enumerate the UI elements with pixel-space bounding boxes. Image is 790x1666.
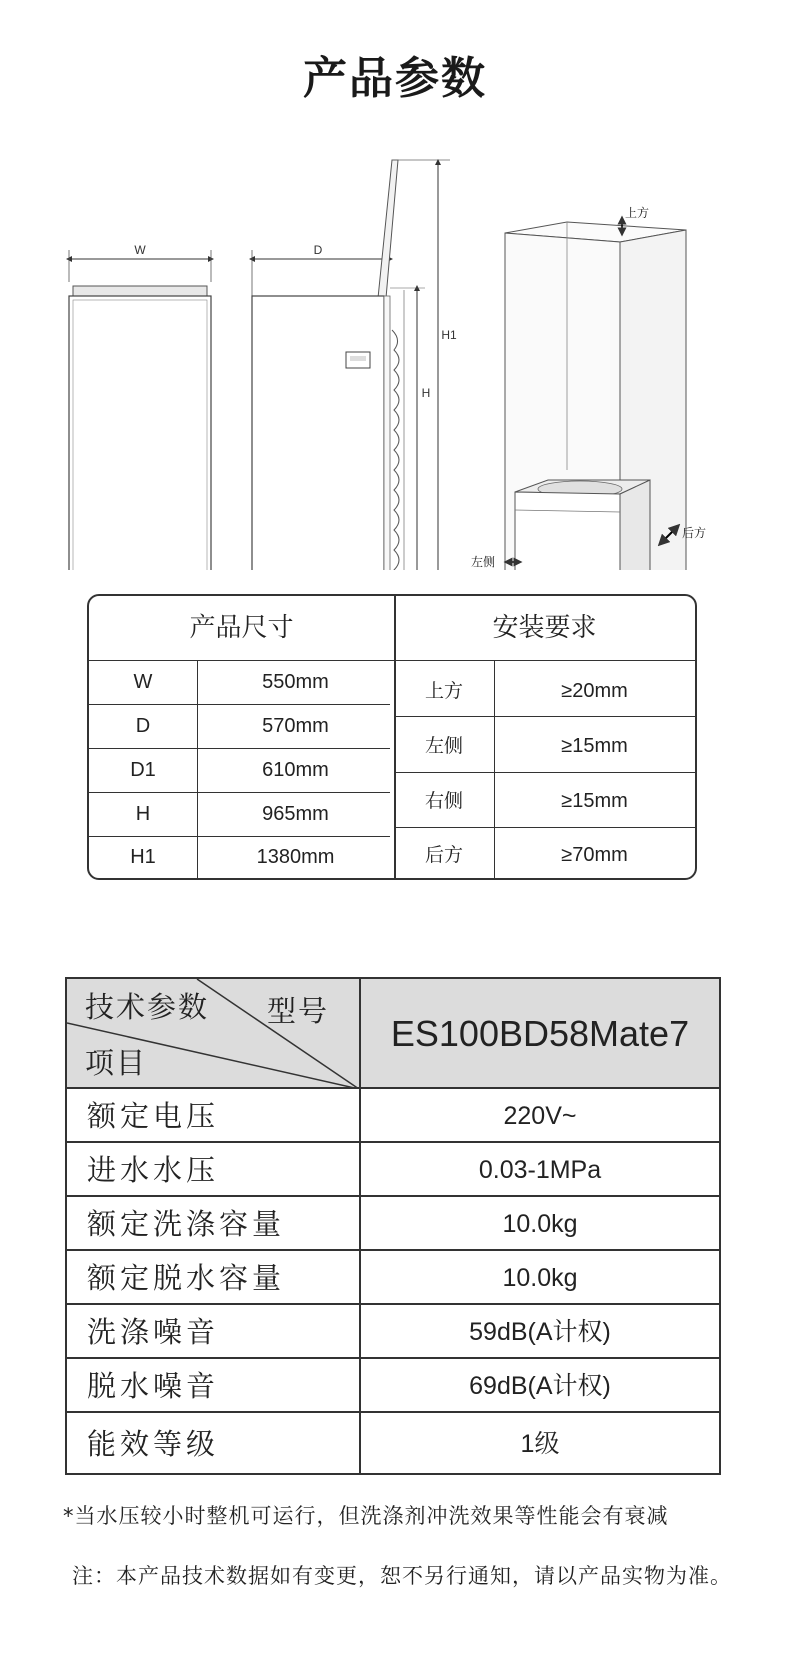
w-label: W [134, 243, 146, 257]
spec-value: 10.0kg [359, 1251, 719, 1305]
size-value: 570mm [262, 715, 329, 737]
header-item: 项目 [85, 1046, 148, 1080]
table-row [67, 1303, 719, 1359]
h-label: H [421, 386, 431, 400]
size-value: 965mm [262, 803, 329, 825]
table-row [67, 1141, 719, 1197]
size-key: W [133, 671, 153, 693]
top-clearance-label: 上方 [625, 206, 650, 220]
table-row [67, 1195, 719, 1251]
size-install-table [87, 594, 697, 880]
size-key: H [135, 803, 151, 825]
table-row [67, 1249, 719, 1305]
front-view-washer [69, 250, 211, 570]
install-table-header: 安装要求 [492, 613, 597, 643]
tech-header-left [67, 979, 359, 1089]
left-clearance-label: 左侧 [471, 555, 496, 569]
spec-label: 额定电压 [87, 1099, 220, 1133]
spec-label: 进水水压 [87, 1153, 220, 1187]
water-pressure-note: *当水压较小时整机可运行，但洗涤剂冲洗效果等性能会有衰减 [63, 1504, 669, 1528]
spec-value: 69dB(A计权) [359, 1359, 719, 1413]
install-value: ≥15mm [561, 735, 628, 757]
side-view-washer [252, 160, 450, 570]
install-value: ≥15mm [561, 790, 628, 812]
d-label: D [313, 243, 323, 257]
table-row [67, 1087, 719, 1143]
spec-label: 额定洗涤容量 [87, 1207, 286, 1241]
header-tech-params: 技术参数 [85, 990, 210, 1024]
spec-label: 洗涤噪音 [87, 1315, 220, 1349]
spec-value: 0.03-1MPa [359, 1143, 719, 1197]
tech-spec-table [65, 977, 721, 1475]
size-value: 550mm [262, 671, 329, 693]
spec-label: 能效等级 [87, 1427, 220, 1461]
size-table-header: 产品尺寸 [189, 613, 294, 643]
spec-value: 10.0kg [359, 1197, 719, 1251]
size-value: 1380mm [256, 846, 335, 868]
size-key: D1 [130, 759, 156, 781]
disclaimer-note: 注：本产品技术数据如有变更，恕不另行通知，请以产品实物为准。 [72, 1564, 732, 1588]
install-value: ≥70mm [561, 844, 628, 866]
h1-label: H1 [441, 328, 457, 342]
spec-label: 额定脱水容量 [87, 1261, 286, 1295]
header-model: 型号 [267, 994, 330, 1028]
install-key: 左侧 [424, 735, 463, 757]
install-value: ≥20mm [561, 680, 628, 702]
install-key: 上方 [424, 680, 463, 702]
install-key: 后方 [424, 844, 463, 866]
table-row [67, 1357, 719, 1413]
size-key: D [135, 715, 151, 737]
spec-value: 220V~ [359, 1089, 719, 1143]
spec-label: 脱水噪音 [87, 1369, 220, 1403]
size-key: H1 [130, 846, 156, 868]
table-row [67, 1411, 719, 1475]
spec-value: 1级 [359, 1413, 719, 1475]
install-key: 右侧 [424, 790, 463, 812]
dimension-diagram [0, 150, 790, 570]
page-title: 产品参数 [303, 53, 487, 104]
size-value: 610mm [262, 759, 329, 781]
spec-value: 59dB(A计权) [359, 1305, 719, 1359]
installation-clearance-diagram [505, 222, 686, 570]
back-clearance-label: 后方 [682, 526, 707, 540]
tech-header-right [359, 979, 719, 1089]
model-number: ES100BD58Mate7 [390, 1013, 690, 1054]
